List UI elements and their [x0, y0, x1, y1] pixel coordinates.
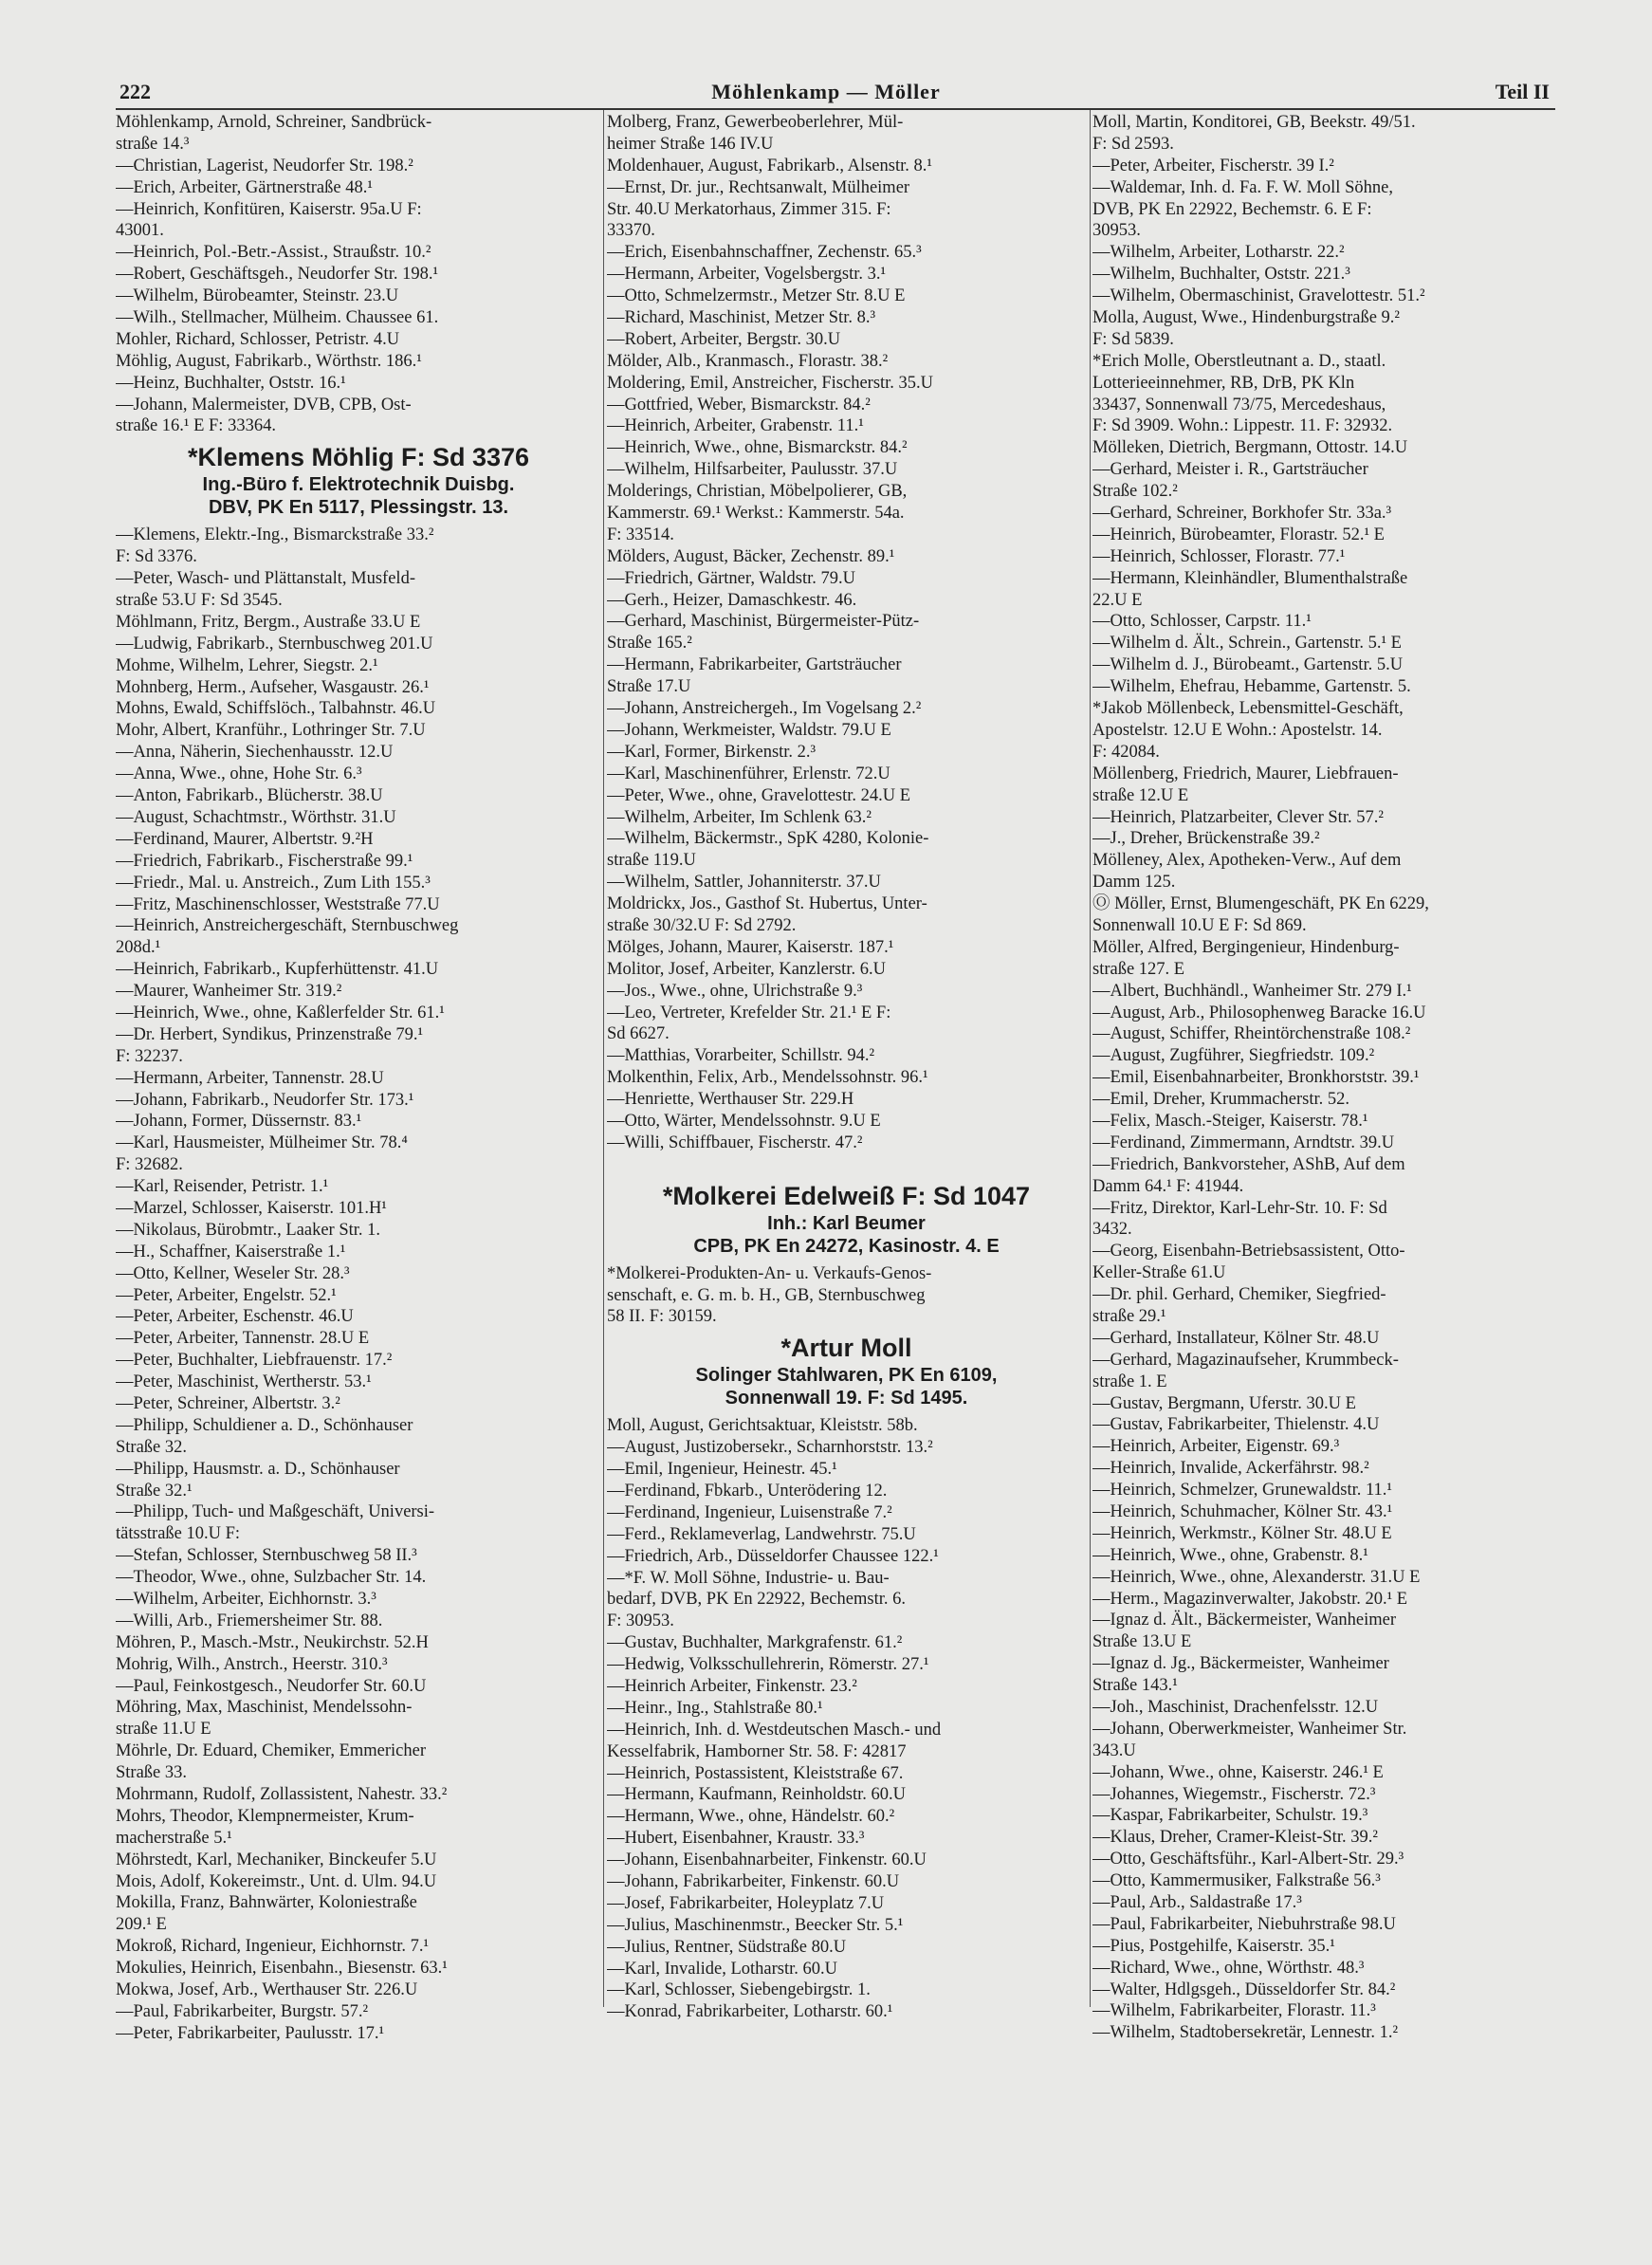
directory-entry-line: —Peter, Arbeiter, Fischerstr. 39 I.² [1092, 156, 1334, 175]
directory-entry-line: —Friedrich, Bankvorsteher, AShB, Auf dem [1092, 1154, 1405, 1174]
directory-entry-line: —Wilhelm d. J., Bürobeamt., Gartenstr. 5.U [1092, 655, 1404, 675]
directory-entry-line: —Heinrich, Werkmstr., Kölner Str. 48.U E [1092, 1523, 1392, 1543]
directory-entry-line: —Hedwig, Volksschullehrerin, Römerstr. 27.¹ [607, 1655, 929, 1675]
advertisement-line: Sonnenwall 19. F: Sd 1495. [725, 1388, 968, 1409]
part-label: Teil II [1495, 80, 1550, 103]
directory-entry-line: Mohnberg, Herm., Aufseher, Wasgaustr. 26.¹ [116, 677, 430, 697]
directory-entry-line: —Heinrich, Invalide, Ackerfährstr. 98.² [1092, 1459, 1369, 1479]
advertisement-name: *Klemens Möhlig F: Sd 3376 [187, 443, 530, 472]
directory-entry-line: Straße 165.² [607, 634, 692, 654]
directory-entry-line: Sd 6627. [607, 1024, 670, 1044]
directory-entry-line: —H., Schaffner, Kaiserstraße 1.¹ [116, 1242, 346, 1261]
directory-entry-line: —Peter, Arbeiter, Tannenstr. 28.U E [116, 1329, 370, 1349]
advertisement-line: CPB, PK En 24272, Kasinostr. 4. E [693, 1235, 1000, 1257]
directory-entry-line: Möhlig, August, Fabrikarb., Wörthstr. 186.¹ [116, 351, 422, 371]
directory-entry-line: —Heinrich, Inh. d. Westdeutschen Masch.- und [607, 1720, 942, 1740]
directory-entry-line: 58 II. F: 30159. [607, 1307, 717, 1327]
directory-entry-line: —Wilhelm, Bürobeamter, Steinstr. 23.U [116, 286, 399, 306]
directory-entry-line: —Karl, Maschinenführer, Erlenstr. 72.U [607, 764, 890, 783]
directory-entry-line: —Wilhelm, Ehefrau, Hebamme, Gartenstr. 5. [1092, 677, 1411, 697]
directory-entry-line: *Jakob Möllenbeck, Lebensmittel-Geschäft, [1092, 699, 1404, 719]
directory-entry-line: —Peter, Buchhalter, Liebfrauenstr. 17.² [116, 1351, 393, 1371]
directory-entry-line: Ⓞ Möller, Ernst, Blumengeschäft, PK En 6229, [1092, 894, 1429, 914]
directory-entry-line: —Willi, Arb., Friemersheimer Str. 88. [116, 1611, 383, 1630]
directory-entry-line: —Christian, Lagerist, Neudorfer Str. 198.² [116, 156, 413, 175]
advertisement-box [116, 437, 601, 525]
page-number: 222 [119, 80, 151, 103]
directory-entry-line: —Paul, Fabrikarbeiter, Niebuhrstraße 98.U [1092, 1914, 1396, 1934]
directory-entry-line: Str. 40.U Merkatorhaus, Zimmer 315. F: [607, 199, 891, 219]
directory-entry-line: straße 14.³ [116, 134, 190, 154]
directory-entry-line: —Johann, Anstreichergeh., Im Vogelsang 2.² [607, 699, 922, 719]
directory-entry-line: —August, Schiffer, Rheintörchenstraße 108.² [1092, 1024, 1411, 1044]
directory-entry-line: —Wilhelm, Arbeiter, Im Schlenk 63.² [607, 807, 872, 827]
directory-entry-line: Mölges, Johann, Maurer, Kaiserstr. 187.¹ [607, 937, 894, 957]
directory-entry-line: —Emil, Ingenieur, Heinestr. 45.¹ [607, 1460, 837, 1480]
directory-entry-line: 43001. [116, 221, 164, 241]
directory-entry-line: —Wilhelm, Bäckermstr., SpK 4280, Kolonie- [607, 829, 929, 849]
directory-entry-line: Mohme, Wilhelm, Lehrer, Siegstr. 2.¹ [116, 655, 378, 675]
directory-entry-line: —Johannes, Wiegemstr., Fischerstr. 72.³ [1092, 1784, 1376, 1804]
directory-entry-line: —Henriette, Werthauser Str. 229.H [607, 1090, 854, 1110]
directory-entry-line: —Emil, Dreher, Krummacherstr. 52. [1092, 1090, 1350, 1110]
directory-entry-line: Möhrstedt, Karl, Mechaniker, Binckeufer 5.U [116, 1850, 437, 1869]
directory-entry-line: —Theodor, Wwe., ohne, Sulzbacher Str. 14. [116, 1568, 427, 1588]
directory-entry-line: —Stefan, Schlosser, Sternbuschweg 58 II.³ [116, 1546, 417, 1566]
directory-entry-line: —Philipp, Hausmstr. a. D., Schönhauser [116, 1459, 400, 1479]
directory-entry-line: 208d.¹ [116, 938, 161, 958]
directory-entry-line: —Wilhelm, Stadtobersekretär, Lennestr. 1.² [1092, 2023, 1399, 2043]
directory-entry-line: —*F. W. Moll Söhne, Industrie- u. Bau- [607, 1568, 890, 1588]
spacer [607, 1154, 1086, 1176]
directory-entry-line: Straße 13.U E [1092, 1632, 1192, 1652]
directory-entry-line: Straße 17.U [607, 677, 691, 697]
directory-entry-line: —Heinrich, Anstreichergeschäft, Sternbuschweg [116, 916, 459, 936]
directory-entry-line: Möller, Alfred, Bergingenieur, Hindenburg- [1092, 937, 1400, 957]
directory-entry-line: Mokilla, Franz, Bahnwärter, Koloniestraße [116, 1893, 417, 1913]
directory-entry-line: Möhren, P., Masch.-Mstr., Neukirchstr. 52.H [116, 1632, 429, 1652]
directory-entry-line: senschaft, e. G. m. b. H., GB, Sternbuschweg [607, 1285, 926, 1305]
advertisement-name: *Artur Moll [780, 1334, 912, 1363]
directory-entry-line: —Heinrich, Postassistent, Kleiststraße 67. [607, 1763, 904, 1783]
directory-entry-line: F: Sd 3376. [116, 547, 197, 567]
directory-entry-line: —Heinrich, Pol.-Betr.-Assist., Straußstr. 10.² [116, 243, 431, 263]
directory-entry-line: straße 29.¹ [1092, 1306, 1166, 1326]
directory-entry-line: Molderings, Christian, Möbelpolierer, GB, [607, 482, 908, 502]
directory-entry-line: —Anna, Näherin, Siechenhausstr. 12.U [116, 743, 394, 763]
directory-entry-line: —Jos., Wwe., ohne, Ulrichstraße 9.³ [607, 981, 863, 1001]
directory-entry-line: —Felix, Masch.-Steiger, Kaiserstr. 78.¹ [1092, 1111, 1368, 1131]
directory-entry-line: —Walter, Hdlgsgeh., Düsseldorfer Str. 84.² [1092, 1980, 1396, 1999]
directory-entry-line: straße 11.U E [116, 1720, 211, 1740]
directory-entry-line: —Ludwig, Fabrikarb., Sternbuschweg 201.U [116, 634, 433, 654]
directory-entry-line: —Heinrich, Bürobeamter, Florastr. 52.¹ E [1092, 525, 1385, 544]
directory-entry-line: —Wilhelm, Hilfsarbeiter, Paulusstr. 37.U [607, 460, 898, 480]
advertisement-box [607, 1176, 1086, 1263]
directory-entry-line: —Johann, Fabrikarbeiter, Finkenstr. 60.U [607, 1872, 900, 1892]
directory-entry-line: —Heinrich, Konfitüren, Kaiserstr. 95a.U F: [116, 199, 422, 219]
directory-entry-line: —Dr. Herbert, Syndikus, Prinzenstraße 79.¹ [116, 1024, 424, 1044]
directory-entry-line: 343.U [1092, 1740, 1136, 1760]
directory-entry-line: —Hermann, Arbeiter, Vogelsbergstr. 3.¹ [607, 265, 887, 285]
directory-entry-line: Moldenhauer, August, Fabrikarb., Alsenstr. 8.¹ [607, 156, 932, 175]
directory-entry-line: —August, Arb., Philosophenweg Baracke 16.U [1092, 1003, 1426, 1022]
directory-entry-line: —Matthias, Vorarbeiter, Schillstr. 94.² [607, 1046, 875, 1066]
directory-entry-line: F: 30953. [607, 1611, 674, 1631]
header-rule [116, 108, 1555, 110]
directory-entry-line: —Heinrich, Wwe., ohne, Kaßlerfelder Str. 61.¹ [116, 1003, 445, 1022]
directory-entry-line: Moldering, Emil, Anstreicher, Fischerstr. 35.U [607, 373, 934, 393]
directory-entry-line: Sonnenwall 10.U E F: Sd 869. [1092, 915, 1307, 935]
directory-entry-line: Moldrickx, Jos., Gasthof St. Hubertus, Unter- [607, 894, 927, 914]
directory-entry-line: Kammerstr. 69.¹ Werkst.: Kammerstr. 54a. [607, 504, 905, 524]
directory-entry-line: —Klaus, Dreher, Cramer-Kleist-Str. 39.² [1092, 1828, 1378, 1848]
directory-entry-line: —Kaspar, Fabrikarbeiter, Schulstr. 19.³ [1092, 1806, 1368, 1826]
directory-entry-line: F: Sd 5839. [1092, 329, 1174, 349]
directory-entry-line: Mölleney, Alex, Apotheken-Verw., Auf dem [1092, 851, 1402, 871]
directory-entry-line: Damm 64.¹ F: 41944. [1092, 1176, 1244, 1196]
directory-entry-line: —Anna, Wwe., ohne, Hohe Str. 6.³ [116, 764, 362, 784]
directory-entry-line: —Emil, Eisenbahnarbeiter, Bronkhorststr. 39.¹ [1092, 1068, 1420, 1088]
directory-entry-line: —Friedr., Mal. u. Anstreich., Zum Lith 155.³ [116, 873, 431, 893]
directory-entry-line: —Ferdinand, Ingenieur, Luisenstraße 7.² [607, 1502, 892, 1522]
advertisement-line: Inh.: Karl Beumer [767, 1212, 926, 1234]
directory-entry-line: Möhrle, Dr. Eduard, Chemiker, Emmericher [116, 1741, 427, 1761]
directory-entry-line: —Peter, Fabrikarbeiter, Paulusstr. 17.¹ [116, 2023, 385, 2043]
directory-entry-line: —Wilhelm, Arbeiter, Eichhornstr. 3.³ [116, 1590, 376, 1609]
directory-entry-line: —Robert, Geschäftsgeh., Neudorfer Str. 198.¹ [116, 265, 439, 285]
directory-entry-line: —Karl, Former, Birkenstr. 2.³ [607, 742, 817, 762]
directory-entry-line: *Erich Molle, Oberstleutnant a. D., staatl. [1092, 351, 1386, 371]
directory-entry-line: —Ignaz d. Jg., Bäckermeister, Wanheimer [1092, 1654, 1389, 1674]
directory-entry-line: F: 42084. [1092, 742, 1160, 762]
directory-entry-line: Molkenthin, Felix, Arb., Mendelssohnstr. 96.¹ [607, 1068, 928, 1088]
directory-entry-line: Apostelstr. 12.U E Wohn.: Apostelstr. 14. [1092, 720, 1383, 740]
advertisement-line: Ing.-Büro f. Elektrotechnik Duisbg. [202, 474, 515, 496]
directory-entry-line: —Karl, Reisender, Petristr. 1.¹ [116, 1177, 329, 1197]
directory-entry-line: —Gerhard, Maschinist, Bürgermeister-Pütz- [607, 612, 920, 632]
directory-entry-line: Mohler, Richard, Schlosser, Petristr. 4.U [116, 329, 400, 349]
directory-entry-line: —Albert, Buchhändl., Wanheimer Str. 279 I.¹ [1092, 981, 1412, 1001]
directory-entry-line: —August, Schachtmstr., Wörthstr. 31.U [116, 807, 396, 827]
directory-entry-line: Mölleken, Dietrich, Bergmann, Ottostr. 14.U [1092, 438, 1408, 458]
directory-entry-line: —Wilhelm, Obermaschinist, Gravelottestr. 51.² [1092, 286, 1425, 306]
advertisement-line: Solinger Stahlwaren, PK En 6109, [695, 1365, 998, 1387]
directory-entry-line: —Paul, Feinkostgesch., Neudorfer Str. 60.U [116, 1676, 427, 1696]
directory-entry-line: —Richard, Maschinist, Metzer Str. 8.³ [607, 308, 876, 328]
directory-entry-line: —August, Justizobersekr., Scharnhorststr. 13.² [607, 1438, 933, 1458]
directory-entry-line: Mokulies, Heinrich, Eisenbahn., Biesenstr. 63.¹ [116, 1959, 448, 1979]
directory-entry-line: *Molkerei-Produkten-An- u. Verkaufs-Genos- [607, 1263, 932, 1283]
directory-entry-line: —Willi, Schiffbauer, Fischerstr. 47.² [607, 1132, 863, 1152]
advertisement-line: DBV, PK En 5117, Plessingstr. 13. [208, 497, 509, 519]
directory-entry-line: 30953. [1092, 221, 1141, 241]
advertisement-box [607, 1328, 1086, 1415]
directory-entry-line: —Erich, Arbeiter, Gärtnerstraße 48.¹ [116, 177, 373, 197]
directory-entry-line: 33370. [607, 221, 655, 241]
directory-entry-line: —Fritz, Direktor, Karl-Lehr-Str. 10. F: Sd [1092, 1198, 1387, 1218]
directory-entry-line: Mölder, Alb., Kranmasch., Florastr. 38.² [607, 351, 889, 371]
directory-entry-line: Mohns, Ewald, Schiffslöch., Talbahnstr. 46.U [116, 699, 436, 719]
directory-entry-line: —Wilhelm, Arbeiter, Lotharstr. 22.² [1092, 243, 1345, 263]
directory-entry-line: —Wilhelm, Sattler, Johanniterstr. 37.U [607, 873, 881, 893]
directory-entry-line: macherstraße 5.¹ [116, 1828, 232, 1848]
directory-entry-line: —Hubert, Eisenbahner, Kraustr. 33.³ [607, 1829, 865, 1849]
directory-entry-line: Mohr, Albert, Kranführ., Lothringer Str. 7.U [116, 721, 426, 741]
directory-entry-line: —J., Dreher, Brückenstraße 39.² [1092, 829, 1320, 849]
directory-entry-line: —Johann, Fabrikarb., Neudorfer Str. 173.¹ [116, 1090, 414, 1110]
directory-entry-line: —Wilhelm, Fabrikarbeiter, Florastr. 11.³ [1092, 2001, 1376, 2021]
directory-entry-line: Möhlenkamp, Arnold, Schreiner, Sandbrück- [116, 113, 432, 132]
directory-entry-line: —Ferdinand, Zimmermann, Arndtstr. 39.U [1092, 1132, 1395, 1152]
column-middle [607, 112, 1086, 2023]
directory-entry-line: —Nikolaus, Bürobmtr., Laaker Str. 1. [116, 1220, 381, 1240]
directory-entry-line: —Gustav, Buchhalter, Markgrafenstr. 61.² [607, 1633, 903, 1653]
directory-entry-line: —Johann, Werkmeister, Waldstr. 79.U E [607, 720, 891, 740]
directory-entry-line: DVB, PK En 22922, Bechemstr. 6. E F: [1092, 199, 1372, 219]
directory-entry-line: —Heinz, Buchhalter, Oststr. 16.¹ [116, 373, 346, 393]
column-divider [603, 110, 604, 2007]
directory-entry-line: Lotterieeinnehmer, RB, DrB, PK Kln [1092, 373, 1355, 393]
directory-entry-line: —Waldemar, Inh. d. Fa. F. W. Moll Söhne, [1092, 177, 1393, 197]
directory-entry-line: —Ernst, Dr. jur., Rechtsanwalt, Mülheimer [607, 177, 910, 197]
directory-entry-line: —Marzel, Schlosser, Kaiserstr. 101.H¹ [116, 1198, 387, 1218]
directory-entry-line: Mohrig, Wilh., Anstrch., Heerstr. 310.³ [116, 1654, 388, 1674]
directory-entry-line: —Pius, Postgehilfe, Kaiserstr. 35.¹ [1092, 1936, 1335, 1956]
directory-entry-line: —Philipp, Tuch- und Maßgeschäft, Universi- [116, 1502, 435, 1522]
directory-entry-line: F: Sd 2593. [1092, 134, 1174, 154]
directory-entry-line: —Richard, Wwe., ohne, Wörthstr. 48.³ [1092, 1958, 1365, 1978]
directory-entry-line: —Johann, Malermeister, DVB, CPB, Ost- [116, 395, 412, 414]
directory-entry-line: —Gustav, Bergmann, Uferstr. 30.U E [1092, 1393, 1356, 1413]
directory-entry-line: —Heinrich, Fabrikarb., Kupferhüttenstr. 41.U [116, 960, 439, 980]
directory-entry-line: —Friedrich, Arb., Düsseldorfer Chaussee 122.¹ [607, 1546, 939, 1566]
directory-entry-line: —Paul, Arb., Saldastraße 17.³ [1092, 1893, 1302, 1913]
directory-entry-line: bedarf, DVB, PK En 22922, Bechemstr. 6. [607, 1590, 906, 1610]
directory-entry-line: —Wilhelm, Buchhalter, Oststr. 221.³ [1092, 265, 1350, 285]
directory-entry-line: —Heinrich, Platzarbeiter, Clever Str. 57.² [1092, 807, 1384, 827]
directory-entry-line: —Ferd., Reklameverlag, Landwehrstr. 75.U [607, 1524, 916, 1544]
directory-entry-line: —Gerh., Heizer, Damaschkestr. 46. [607, 590, 857, 610]
directory-entry-line: —Heinrich, Schuhmacher, Kölner Str. 43.¹ [1092, 1502, 1393, 1521]
column-divider [1090, 110, 1091, 2007]
directory-entry-line: —Hermann, Kleinhändler, Blumenthalstraße [1092, 568, 1408, 588]
directory-entry-line: —Heinrich, Wwe., ohne, Grabenstr. 8.¹ [1092, 1545, 1368, 1565]
directory-entry-line: —Johann, Wwe., ohne, Kaiserstr. 246.¹ E [1092, 1762, 1384, 1782]
directory-entry-line: F: 32237. [116, 1046, 183, 1066]
directory-entry-line: heimer Straße 146 IV.U [607, 134, 774, 154]
directory-entry-line: —Josef, Fabrikarbeiter, Holeyplatz 7.U [607, 1893, 885, 1913]
directory-entry-line: —Johann, Former, Düssernstr. 83.¹ [116, 1112, 362, 1132]
directory-entry-line: —Heinrich, Wwe., ohne, Alexanderstr. 31.U E [1092, 1567, 1421, 1587]
directory-entry-line: Mokroß, Richard, Ingenieur, Eichhornstr. 7.¹ [116, 1937, 430, 1957]
column-right [1092, 112, 1555, 2044]
directory-entry-line: 209.¹ E [116, 1915, 167, 1935]
directory-entry-line: —Peter, Schreiner, Albertstr. 3.² [116, 1393, 340, 1413]
directory-entry-line: straße 30/32.U F: Sd 2792. [607, 915, 797, 935]
directory-entry-line: —Heinrich, Schmelzer, Grunewaldstr. 11.¹ [1092, 1481, 1392, 1501]
directory-entry-line: —Peter, Wwe., ohne, Gravelottestr. 24.U E [607, 785, 911, 805]
directory-entry-line: straße 12.U E [1092, 785, 1189, 805]
directory-entry-line: —Gottfried, Weber, Bismarckstr. 84.² [607, 395, 871, 414]
directory-entry-line: F: Sd 3909. Wohn.: Lippestr. 11. F: 32932. [1092, 416, 1393, 436]
directory-entry-line: Moll, Martin, Konditorei, GB, Beekstr. 49/51. [1092, 113, 1416, 132]
directory-entry-line: —Anton, Fabrikarb., Blücherstr. 38.U [116, 786, 383, 806]
directory-entry-line: —Wilh., Stellmacher, Mülheim. Chaussee 61. [116, 308, 439, 328]
directory-entry-line: F: 32682. [116, 1155, 183, 1175]
directory-entry-line: —Dr. phil. Gerhard, Chemiker, Siegfried- [1092, 1285, 1386, 1305]
directory-entry-line: —Georg, Eisenbahn-Betriebsassistent, Otto- [1092, 1242, 1405, 1261]
directory-entry-line: —Philipp, Schuldiener a. D., Schönhauser [116, 1415, 413, 1435]
directory-entry-line: Moll, August, Gerichtsaktuar, Kleiststr. 58b. [607, 1416, 918, 1436]
directory-entry-line: —Karl, Hausmeister, Mülheimer Str. 78.⁴ [116, 1133, 408, 1153]
running-title: Möhlenkamp — Möller [711, 80, 941, 103]
directory-entry-line: —Otto, Wärter, Mendelssohnstr. 9.U E [607, 1111, 881, 1131]
directory-entry-line: —Erich, Eisenbahnschaffner, Zechenstr. 65.³ [607, 243, 922, 263]
directory-entry-line: Mois, Adolf, Kokereimstr., Unt. d. Ulm. 94.U [116, 1871, 437, 1891]
directory-entry-line: —Konrad, Fabrikarbeiter, Lotharstr. 60.¹ [607, 2002, 893, 2022]
directory-entry-line: Molberg, Franz, Gewerbeoberlehrer, Mül- [607, 113, 904, 132]
directory-entry-line: —Gerhard, Installateur, Kölner Str. 48.U [1092, 1328, 1380, 1348]
directory-entry-line: —Herm., Magazinverwalter, Jakobstr. 20.¹ E [1092, 1589, 1408, 1609]
directory-entry-line: Straße 32. [116, 1437, 188, 1457]
directory-entry-line: Straße 32.¹ [116, 1481, 193, 1501]
directory-entry-line: —Otto, Kellner, Weseler Str. 28.³ [116, 1263, 350, 1283]
directory-entry-line: —Hermann, Kaufmann, Reinholdstr. 60.U [607, 1785, 906, 1805]
directory-entry-line: straße 119.U [607, 851, 696, 871]
directory-entry-line: —Wilhelm d. Ält., Schrein., Gartenstr. 5.¹ E [1092, 634, 1402, 654]
directory-entry-line: Mohrs, Theodor, Klempnermeister, Krum- [116, 1806, 414, 1826]
directory-entry-line: —Klemens, Elektr.-Ing., Bismarckstraße 33.² [116, 525, 434, 545]
directory-entry-line: Möhlmann, Fritz, Bergm., Austraße 33.U E [116, 612, 421, 632]
directory-entry-line: 22.U E [1092, 590, 1143, 610]
directory-entry-line: —August, Zugführer, Siegfriedstr. 109.² [1092, 1046, 1375, 1066]
directory-entry-line: 3432. [1092, 1220, 1132, 1240]
directory-entry-line: —Leo, Vertreter, Krefelder Str. 21.¹ E F: [607, 1003, 891, 1022]
directory-entry-line: —Julius, Maschinenmstr., Beecker Str. 5.¹ [607, 1915, 904, 1935]
directory-entry-line: Mohrmann, Rudolf, Zollassistent, Nahestr. 33.² [116, 1785, 448, 1805]
directory-entry-line: —Heinrich, Wwe., ohne, Bismarckstr. 84.² [607, 438, 908, 458]
directory-entry-line: Möllenberg, Friedrich, Maurer, Liebfrauen- [1092, 764, 1399, 783]
directory-entry-line: Mokwa, Josef, Arb., Werthauser Str. 226.U [116, 1980, 418, 2000]
directory-entry-line: tätsstraße 10.U F: [116, 1524, 241, 1544]
directory-entry-line: —Ferdinand, Fbkarb., Unterödering 12. [607, 1481, 888, 1501]
directory-entry-line: straße 127. E [1092, 959, 1185, 979]
directory-entry-line: —Ignaz d. Ält., Bäckermeister, Wanheimer [1092, 1611, 1397, 1630]
directory-entry-line: —Gustav, Fabrikarbeiter, Thielenstr. 4.U [1092, 1415, 1380, 1435]
directory-entry-line: —Peter, Arbeiter, Eschenstr. 46.U [116, 1307, 354, 1327]
directory-entry-line: —Paul, Fabrikarbeiter, Burgstr. 57.² [116, 2001, 369, 2021]
directory-entry-line: Damm 125. [1092, 873, 1176, 893]
directory-entry-line: —Otto, Schlosser, Carpstr. 11.¹ [1092, 612, 1312, 632]
directory-entry-line: —Robert, Arbeiter, Bergstr. 30.U [607, 329, 841, 349]
directory-entry-line: Keller-Straße 61.U [1092, 1263, 1226, 1283]
directory-entry-line: —Joh., Maschinist, Drachenfelsstr. 12.U [1092, 1698, 1379, 1718]
directory-entry-line: —Gerhard, Magazinaufseher, Krummbeck- [1092, 1350, 1399, 1370]
directory-entry-line: Straße 33. [116, 1763, 188, 1783]
directory-entry-line: —Hermann, Fabrikarbeiter, Gartsträucher [607, 655, 902, 675]
directory-entry-line: —Otto, Schmelzermstr., Metzer Str. 8.U E [607, 286, 906, 306]
directory-entry-line: —Fritz, Maschinenschlosser, Weststraße 77.U [116, 894, 440, 914]
directory-entry-line: 33437, Sonnenwall 73/75, Mercedeshaus, [1092, 395, 1386, 414]
directory-entry-line: —Peter, Maschinist, Wertherstr. 53.¹ [116, 1372, 372, 1392]
directory-entry-line: —Heinrich, Arbeiter, Eigenstr. 69.³ [1092, 1437, 1340, 1457]
directory-entry-line: —Heinrich, Schlosser, Florastr. 77.¹ [1092, 546, 1346, 566]
directory-entry-line: Straße 143.¹ [1092, 1676, 1178, 1696]
directory-entry-line: Molla, August, Wwe., Hindenburgstraße 9.² [1092, 308, 1400, 328]
directory-entry-line: straße 53.U F: Sd 3545. [116, 591, 283, 611]
directory-entry-line: —Karl, Invalide, Lotharstr. 60.U [607, 1959, 838, 1979]
directory-entry-line: —Hermann, Arbeiter, Tannenstr. 28.U [116, 1068, 384, 1088]
directory-entry-line: —Heinrich Arbeiter, Finkenstr. 23.² [607, 1677, 857, 1696]
directory-entry-line: —Peter, Wasch- und Plättanstalt, Musfeld- [116, 569, 415, 589]
directory-entry-line: —Friedrich, Fabrikarb., Fischerstraße 99.¹ [116, 851, 413, 871]
directory-entry-line: straße 1. E [1092, 1372, 1167, 1391]
directory-entry-line: —Peter, Arbeiter, Engelstr. 52.¹ [116, 1285, 337, 1305]
directory-entry-line: —Gerhard, Schreiner, Borkhofer Str. 33a.³ [1092, 504, 1392, 524]
directory-entry-line: —Otto, Geschäftsführ., Karl-Albert-Str. 29.³ [1092, 1850, 1404, 1869]
directory-entry-line: —Johann, Eisenbahnarbeiter, Finkenstr. 60.U [607, 1851, 927, 1870]
directory-entry-line: Kesselfabrik, Hamborner Str. 58. F: 42817 [607, 1741, 907, 1761]
advertisement-name: *Molkerei Edelweiß F: Sd 1047 [662, 1181, 1031, 1210]
directory-entry-line: Molitor, Josef, Arbeiter, Kanzlerstr. 6.U [607, 959, 886, 979]
directory-entry-line: Möhring, Max, Maschinist, Mendelssohn- [116, 1698, 413, 1718]
directory-entry-line: —Hermann, Wwe., ohne, Händelstr. 60.² [607, 1807, 895, 1827]
directory-entry-line: straße 16.¹ E F: 33364. [116, 416, 276, 436]
directory-entry-line: —Julius, Rentner, Südstraße 80.U [607, 1937, 847, 1957]
directory-entry-line: Straße 102.² [1092, 482, 1178, 502]
directory-entry-line: —Heinr., Ing., Stahlstraße 80.¹ [607, 1698, 823, 1718]
directory-entry-line: —Heinrich, Arbeiter, Grabenstr. 11.¹ [607, 416, 864, 436]
column-left [116, 112, 601, 2045]
directory-entry-line: —Ferdinand, Maurer, Albertstr. 9.²H [116, 829, 374, 849]
directory-entry-line: —Gerhard, Meister i. R., Gartsträucher [1092, 460, 1368, 480]
directory-entry-line: F: 33514. [607, 525, 674, 544]
directory-entry-line: Mölders, August, Bäcker, Zechenstr. 89.¹ [607, 546, 895, 566]
directory-entry-line: —Friedrich, Gärtner, Waldstr. 79.U [607, 568, 856, 588]
directory-entry-line: —Maurer, Wanheimer Str. 319.² [116, 982, 342, 1002]
directory-entry-line: —Otto, Kammermusiker, Falkstraße 56.³ [1092, 1871, 1381, 1891]
directory-entry-line: —Johann, Oberwerkmeister, Wanheimer Str. [1092, 1719, 1407, 1739]
directory-entry-line: —Karl, Schlosser, Siebengebirgstr. 1. [607, 1980, 871, 2000]
